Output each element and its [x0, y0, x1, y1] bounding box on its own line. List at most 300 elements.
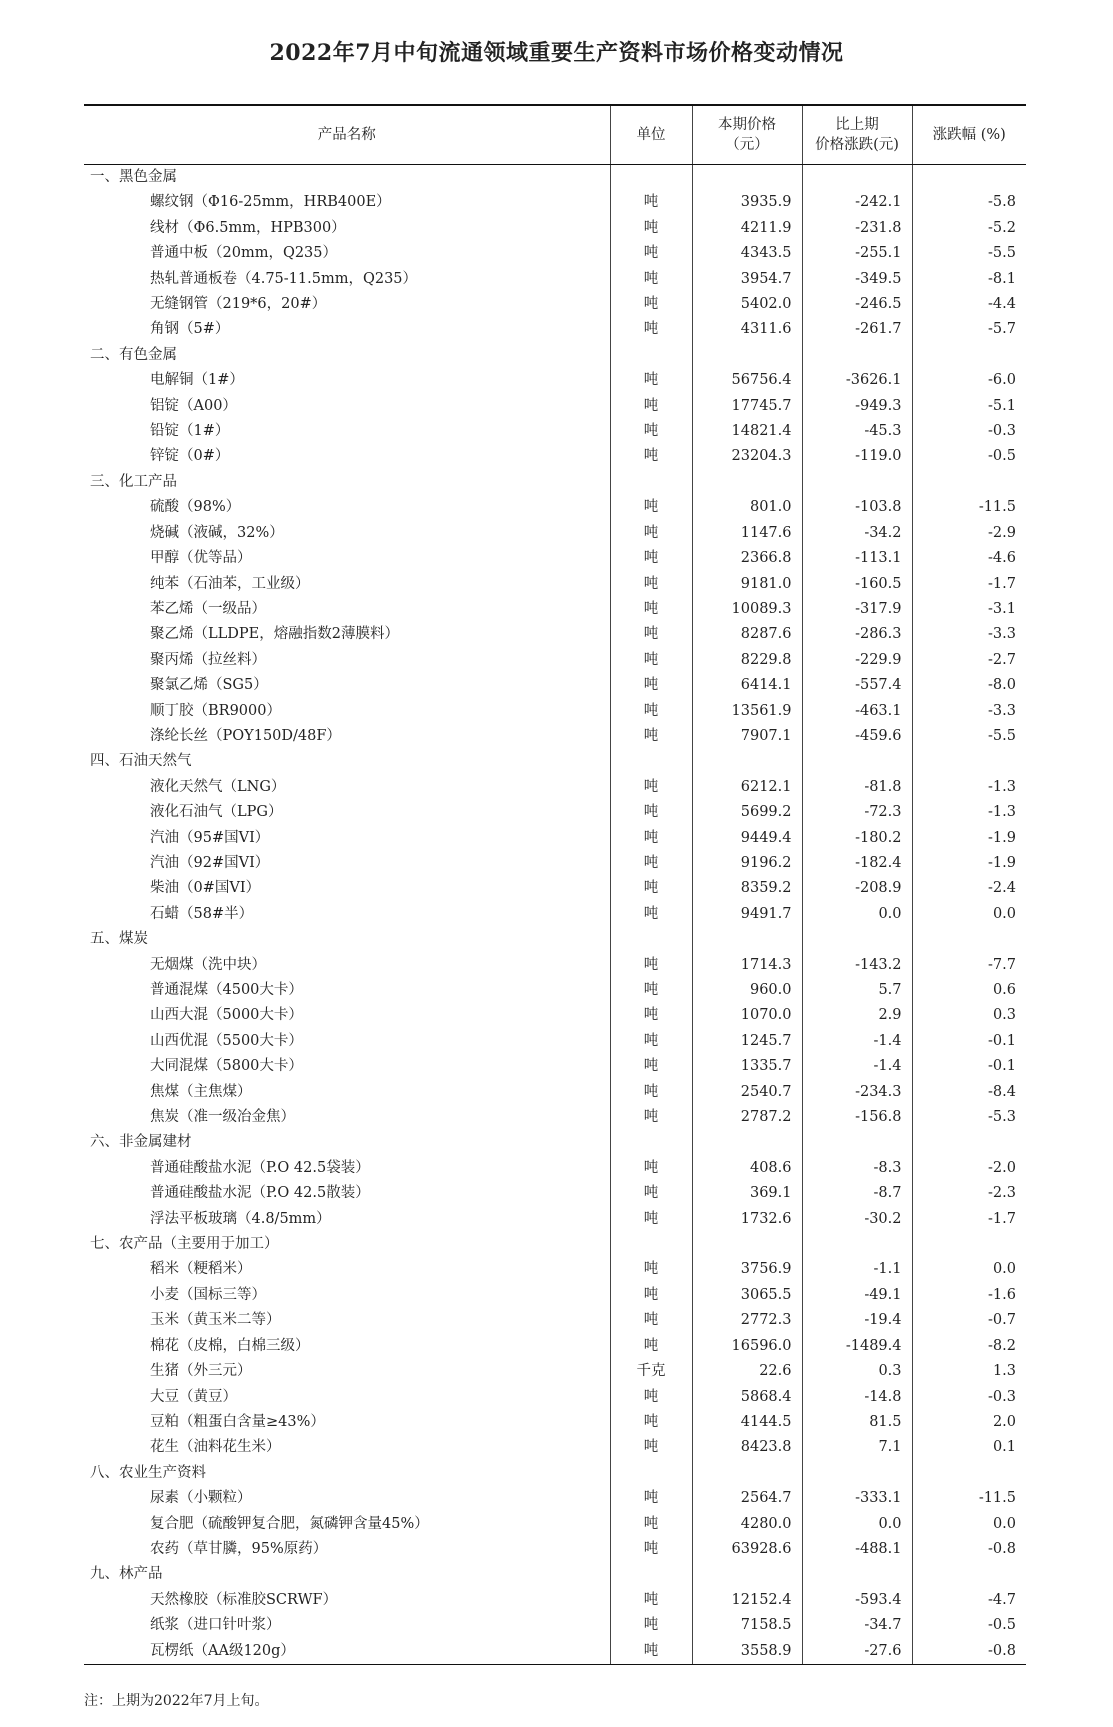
- table-row: [84, 1054, 1026, 1079]
- unit-cell: 吨: [610, 521, 692, 546]
- table-row: [84, 444, 1026, 469]
- unit-cell: 千克: [610, 1359, 692, 1384]
- price-cell: 1714.3: [692, 953, 802, 978]
- table-row: [84, 1639, 1026, 1665]
- col-header-price-line2: （元）: [725, 137, 769, 153]
- change-cell: -242.1: [802, 190, 912, 215]
- product-name: 生猪（外三元）: [150, 1363, 252, 1380]
- change-cell: -246.5: [802, 292, 912, 317]
- product-name: 热轧普通板卷（4.75-11.5mm，Q235）: [150, 270, 418, 287]
- product-name: 花生（油料花生米）: [150, 1439, 281, 1456]
- unit-cell: 吨: [610, 1588, 692, 1613]
- unit-cell: 吨: [610, 1029, 692, 1054]
- table-row: [84, 1283, 1026, 1308]
- category-price-cell: [692, 343, 802, 368]
- pct-cell: -0.1: [912, 1054, 1026, 1079]
- pct-cell: -1.7: [912, 1207, 1026, 1232]
- product-name: 瓦楞纸（AA级120g）: [84, 1639, 610, 1665]
- category-change-cell: [802, 1130, 912, 1155]
- category-pct-cell: [912, 165, 1026, 191]
- category-pct-cell: [912, 749, 1026, 774]
- pct-cell: -7.7: [912, 953, 1026, 978]
- product-name: 液化天然气（LNG）: [150, 778, 286, 795]
- table-row: [84, 1359, 1026, 1384]
- unit-cell: 吨: [610, 1080, 692, 1105]
- pct-cell: -4.4: [912, 292, 1026, 317]
- product-name: 尿素（小颗粒）: [150, 1490, 252, 1507]
- pct-cell: 2.0: [912, 1410, 1026, 1435]
- price-cell: 5868.4: [692, 1385, 802, 1410]
- unit-cell: 吨: [610, 1613, 692, 1638]
- change-cell: 0.0: [802, 1512, 912, 1537]
- unit-cell: 吨: [610, 1283, 692, 1308]
- price-cell: 22.6: [692, 1359, 802, 1384]
- pct-cell: -2.7: [912, 648, 1026, 673]
- table-row: [84, 216, 1026, 241]
- price-cell: 6414.1: [692, 673, 802, 698]
- unit-cell: 吨: [610, 368, 692, 393]
- pct-cell: -8.1: [912, 267, 1026, 292]
- pct-cell: -3.3: [912, 622, 1026, 647]
- price-cell: 5402.0: [692, 292, 802, 317]
- product-name: 山西大混（5000大卡）: [150, 1007, 303, 1024]
- pct-cell: -0.5: [912, 1613, 1026, 1638]
- price-cell: 7907.1: [692, 724, 802, 749]
- category-row: [84, 749, 1026, 774]
- col-header-name: 产品名称: [84, 105, 610, 165]
- unit-cell: 吨: [610, 1512, 692, 1537]
- table-row: [84, 851, 1026, 876]
- pct-cell: 0.0: [912, 1257, 1026, 1282]
- col-header-change: [802, 105, 912, 165]
- pct-cell: -11.5: [912, 495, 1026, 520]
- change-cell: -160.5: [802, 572, 912, 597]
- price-cell: 3935.9: [692, 190, 802, 215]
- unit-cell: 吨: [610, 699, 692, 724]
- change-cell: -14.8: [802, 1385, 912, 1410]
- category-unit-cell: [610, 749, 692, 774]
- price-cell: 960.0: [692, 978, 802, 1003]
- category-name: 八、农业生产资料: [90, 1464, 206, 1481]
- category-change-cell: [802, 470, 912, 495]
- unit-cell: 吨: [610, 1207, 692, 1232]
- table-row: [84, 724, 1026, 749]
- change-cell: -349.5: [802, 267, 912, 292]
- category-row: [84, 343, 1026, 368]
- pct-cell: -0.3: [912, 1385, 1026, 1410]
- category-pct-cell: [912, 470, 1026, 495]
- unit-cell: 吨: [610, 1257, 692, 1282]
- unit-cell: 吨: [610, 978, 692, 1003]
- product-name: 聚丙烯（拉丝料）: [150, 651, 266, 668]
- unit-cell: 吨: [610, 597, 692, 622]
- product-name: 角钢（5#）: [150, 321, 230, 338]
- table-row: [84, 1588, 1026, 1613]
- category-unit-cell: [610, 470, 692, 495]
- table-row: [84, 1410, 1026, 1435]
- unit-cell: 吨: [610, 1003, 692, 1028]
- col-header-change-line1: 比上期: [835, 117, 879, 133]
- price-cell: 10089.3: [692, 597, 802, 622]
- table-row: [84, 1029, 1026, 1054]
- table-row: [84, 1257, 1026, 1282]
- change-cell: -72.3: [802, 800, 912, 825]
- price-cell: 2366.8: [692, 546, 802, 571]
- change-cell: -229.9: [802, 648, 912, 673]
- table-row: [84, 495, 1026, 520]
- product-name: 无烟煤（洗中块）: [150, 956, 266, 973]
- category-pct-cell: [912, 1461, 1026, 1486]
- product-name: 大豆（黄豆）: [150, 1388, 237, 1405]
- table-row: [84, 826, 1026, 851]
- change-cell: 2.9: [802, 1003, 912, 1028]
- category-row: [84, 165, 1026, 191]
- unit-cell: 吨: [610, 775, 692, 800]
- category-unit-cell: [610, 1130, 692, 1155]
- product-name: 焦炭（准一级冶金焦）: [150, 1109, 295, 1126]
- table-row: [84, 1385, 1026, 1410]
- pct-cell: -2.9: [912, 521, 1026, 546]
- table-row: [84, 1003, 1026, 1028]
- product-name: 石蜡（58#半）: [150, 905, 254, 922]
- change-cell: -34.7: [802, 1613, 912, 1638]
- table-row: [84, 1537, 1026, 1562]
- unit-cell: 吨: [610, 902, 692, 927]
- category-name: 九、林产品: [90, 1566, 163, 1583]
- table-row: [84, 800, 1026, 825]
- pct-cell: 0.0: [912, 1512, 1026, 1537]
- price-cell: 4144.5: [692, 1410, 802, 1435]
- product-name: 纯苯（石油苯，工业级）: [150, 575, 310, 592]
- product-name: 铝锭（A00）: [150, 397, 237, 414]
- product-name: 液化石油气（LPG）: [150, 804, 283, 821]
- table-row: [84, 546, 1026, 571]
- table-row: [84, 1613, 1026, 1638]
- product-name: 聚氯乙烯（SG5）: [150, 677, 268, 694]
- product-name: 螺纹钢（Φ16-25mm，HRB400E）: [150, 194, 391, 211]
- category-unit-cell: [610, 1461, 692, 1486]
- unit-cell: 吨: [610, 1410, 692, 1435]
- price-cell: 12152.4: [692, 1588, 802, 1613]
- unit-cell: 吨: [610, 317, 692, 342]
- table-row: [84, 572, 1026, 597]
- category-price-cell: [692, 1461, 802, 1486]
- product-name: 小麦（国标三等）: [150, 1286, 266, 1303]
- price-cell: 14821.4: [692, 419, 802, 444]
- price-cell: 2564.7: [692, 1486, 802, 1511]
- pct-cell: -0.5: [912, 444, 1026, 469]
- change-cell: -317.9: [802, 597, 912, 622]
- change-cell: -231.8: [802, 216, 912, 241]
- category-change-cell: [802, 1562, 912, 1587]
- product-name: 山西优混（5500大卡）: [150, 1032, 303, 1049]
- change-cell: 81.5: [802, 1410, 912, 1435]
- product-name: 豆粕（粗蛋白含量≥43%）: [150, 1413, 325, 1430]
- product-name: 普通硅酸盐水泥（P.O 42.5袋装）: [150, 1159, 370, 1176]
- product-name: 普通中板（20mm，Q235）: [150, 245, 338, 262]
- category-price-cell: [692, 749, 802, 774]
- category-row: [84, 1461, 1026, 1486]
- unit-cell: 吨: [610, 953, 692, 978]
- pct-cell: -5.1: [912, 394, 1026, 419]
- price-cell: 23204.3: [692, 444, 802, 469]
- unit-cell: 吨: [610, 1181, 692, 1206]
- col-header-unit: 单位: [610, 105, 692, 165]
- product-name: 复合肥（硫酸钾复合肥，氮磷钾含量45%）: [150, 1515, 429, 1532]
- unit-cell: 吨: [610, 1435, 692, 1460]
- product-name: 线材（Φ6.5mm，HPB300）: [150, 219, 346, 236]
- change-cell: -113.1: [802, 546, 912, 571]
- unit-cell: 吨: [610, 800, 692, 825]
- product-name: 无缝钢管（219*6，20#）: [150, 296, 327, 313]
- product-name: 硫酸（98%）: [150, 499, 241, 516]
- price-cell: 801.0: [692, 495, 802, 520]
- price-cell: 3756.9: [692, 1257, 802, 1282]
- pct-cell: 0.6: [912, 978, 1026, 1003]
- table-row: [84, 1486, 1026, 1511]
- price-cell: 3558.9: [692, 1639, 802, 1665]
- unit-cell: 吨: [610, 572, 692, 597]
- change-cell: -103.8: [802, 495, 912, 520]
- col-header-price-line1: 本期价格: [718, 117, 776, 133]
- pct-cell: -1.3: [912, 800, 1026, 825]
- unit-cell: 吨: [610, 876, 692, 901]
- change-cell: -286.3: [802, 622, 912, 647]
- price-cell: 408.6: [692, 1156, 802, 1181]
- change-cell: -119.0: [802, 444, 912, 469]
- price-cell: 4211.9: [692, 216, 802, 241]
- pct-cell: -8.4: [912, 1080, 1026, 1105]
- change-cell: -255.1: [802, 241, 912, 266]
- product-name: 聚乙烯（LLDPE，熔融指数2薄膜料）: [150, 626, 399, 643]
- change-cell: -234.3: [802, 1080, 912, 1105]
- product-name: 稻米（粳稻米）: [150, 1261, 252, 1278]
- pct-cell: -2.3: [912, 1181, 1026, 1206]
- unit-cell: 吨: [610, 724, 692, 749]
- category-pct-cell: [912, 1130, 1026, 1155]
- unit-cell: 吨: [610, 1639, 692, 1665]
- category-price-cell: [692, 1232, 802, 1257]
- pct-cell: -5.2: [912, 216, 1026, 241]
- product-name: 大同混煤（5800大卡）: [150, 1058, 303, 1075]
- pct-cell: -0.7: [912, 1308, 1026, 1333]
- category-name: 七、农产品（主要用于加工）: [90, 1236, 279, 1253]
- unit-cell: 吨: [610, 1385, 692, 1410]
- change-cell: -182.4: [802, 851, 912, 876]
- category-unit-cell: [610, 927, 692, 952]
- price-cell: 2787.2: [692, 1105, 802, 1130]
- pct-cell: 0.1: [912, 1435, 1026, 1460]
- pct-cell: -0.3: [912, 419, 1026, 444]
- price-cell: 2540.7: [692, 1080, 802, 1105]
- pct-cell: -2.0: [912, 1156, 1026, 1181]
- change-cell: -180.2: [802, 826, 912, 851]
- change-cell: 0.3: [802, 1359, 912, 1384]
- col-header-price: [692, 105, 802, 165]
- product-name: 玉米（黄玉米二等）: [150, 1312, 281, 1329]
- unit-cell: 吨: [610, 495, 692, 520]
- change-cell: 0.0: [802, 902, 912, 927]
- price-cell: 2772.3: [692, 1308, 802, 1333]
- table-row: [84, 648, 1026, 673]
- price-cell: 1732.6: [692, 1207, 802, 1232]
- table-row: [84, 241, 1026, 266]
- category-unit-cell: [610, 1562, 692, 1587]
- pct-cell: -1.6: [912, 1283, 1026, 1308]
- pct-cell: -0.8: [912, 1537, 1026, 1562]
- pct-cell: 1.3: [912, 1359, 1026, 1384]
- product-name: 农药（草甘膦，95%原药）: [150, 1540, 328, 1557]
- category-pct-cell: [912, 343, 1026, 368]
- unit-cell: 吨: [610, 1156, 692, 1181]
- price-cell: 13561.9: [692, 699, 802, 724]
- unit-cell: 吨: [610, 267, 692, 292]
- price-cell: 3954.7: [692, 267, 802, 292]
- unit-cell: 吨: [610, 851, 692, 876]
- pct-cell: -5.5: [912, 724, 1026, 749]
- category-pct-cell: [912, 1232, 1026, 1257]
- category-change-cell: [802, 343, 912, 368]
- pct-cell: -1.9: [912, 851, 1026, 876]
- price-cell: 16596.0: [692, 1334, 802, 1359]
- unit-cell: 吨: [610, 1105, 692, 1130]
- change-cell: -27.6: [802, 1639, 912, 1665]
- change-cell: -261.7: [802, 317, 912, 342]
- category-unit-cell: [610, 343, 692, 368]
- unit-cell: 吨: [610, 1308, 692, 1333]
- price-cell: 9449.4: [692, 826, 802, 851]
- table-row: [84, 1512, 1026, 1537]
- unit-cell: 吨: [610, 1486, 692, 1511]
- category-price-cell: [692, 1130, 802, 1155]
- change-cell: -557.4: [802, 673, 912, 698]
- price-cell: 9181.0: [692, 572, 802, 597]
- change-cell: -30.2: [802, 1207, 912, 1232]
- price-cell: 8229.8: [692, 648, 802, 673]
- unit-cell: 吨: [610, 419, 692, 444]
- pct-cell: -1.7: [912, 572, 1026, 597]
- pct-cell: -5.7: [912, 317, 1026, 342]
- product-name: 汽油（92#国VI）: [150, 854, 270, 871]
- price-cell: 3065.5: [692, 1283, 802, 1308]
- change-cell: -8.3: [802, 1156, 912, 1181]
- table-row: [84, 775, 1026, 800]
- unit-cell: 吨: [610, 1054, 692, 1079]
- change-cell: -45.3: [802, 419, 912, 444]
- category-price-cell: [692, 927, 802, 952]
- col-header-change-line2: 价格涨跌(元): [815, 137, 899, 153]
- price-cell: 7158.5: [692, 1613, 802, 1638]
- unit-cell: 吨: [610, 648, 692, 673]
- table-row: [84, 622, 1026, 647]
- price-cell: 4280.0: [692, 1512, 802, 1537]
- change-cell: -3626.1: [802, 368, 912, 393]
- table-row: [84, 1156, 1026, 1181]
- col-header-pct: 涨跌幅 (%): [912, 105, 1026, 165]
- category-row: [84, 927, 1026, 952]
- pct-cell: -4.7: [912, 1588, 1026, 1613]
- page-title: 2022年7月中旬流通领域重要生产资料市场价格变动情况: [269, 40, 844, 66]
- category-price-cell: [692, 165, 802, 191]
- table-row: [84, 1207, 1026, 1232]
- pct-cell: -0.1: [912, 1029, 1026, 1054]
- table-row: [84, 597, 1026, 622]
- product-name: 焦煤（主焦煤）: [150, 1083, 252, 1100]
- category-change-cell: [802, 1232, 912, 1257]
- product-name: 普通混煤（4500大卡）: [150, 982, 303, 998]
- table-row: [84, 267, 1026, 292]
- price-cell: 17745.7: [692, 394, 802, 419]
- pct-cell: 0.3: [912, 1003, 1026, 1028]
- pct-cell: -8.0: [912, 673, 1026, 698]
- category-change-cell: [802, 1461, 912, 1486]
- pct-cell: -1.3: [912, 775, 1026, 800]
- price-table: [84, 104, 1026, 1665]
- unit-cell: 吨: [610, 241, 692, 266]
- category-unit-cell: [610, 1232, 692, 1257]
- category-pct-cell: [912, 1562, 1026, 1587]
- change-cell: -949.3: [802, 394, 912, 419]
- change-cell: -156.8: [802, 1105, 912, 1130]
- category-change-cell: [802, 165, 912, 191]
- pct-cell: 0.0: [912, 902, 1026, 927]
- pct-cell: -3.3: [912, 699, 1026, 724]
- change-cell: 7.1: [802, 1435, 912, 1460]
- change-cell: -488.1: [802, 1537, 912, 1562]
- product-name: 汽油（95#国VI）: [150, 829, 270, 846]
- unit-cell: 吨: [610, 216, 692, 241]
- price-cell: 4311.6: [692, 317, 802, 342]
- unit-cell: 吨: [610, 444, 692, 469]
- price-cell: 1245.7: [692, 1029, 802, 1054]
- category-row: [84, 1232, 1026, 1257]
- product-name: 浮法平板玻璃（4.8/5mm）: [150, 1210, 331, 1227]
- product-name: 柴油（0#国VI）: [150, 880, 261, 897]
- product-name: 普通硅酸盐水泥（P.O 42.5散装）: [150, 1185, 370, 1202]
- change-cell: -333.1: [802, 1486, 912, 1511]
- table-row: [84, 699, 1026, 724]
- table-row: [84, 1105, 1026, 1130]
- category-change-cell: [802, 927, 912, 952]
- table-row: [84, 292, 1026, 317]
- category-name: 一、黑色金属: [90, 169, 177, 185]
- table-row: [84, 1181, 1026, 1206]
- table-row: [84, 419, 1026, 444]
- category-name: 四、石油天然气: [90, 753, 192, 770]
- change-cell: -81.8: [802, 775, 912, 800]
- change-cell: -1489.4: [802, 1334, 912, 1359]
- category-row: [84, 1130, 1026, 1155]
- pct-cell: -1.9: [912, 826, 1026, 851]
- table-row: [84, 978, 1026, 1003]
- category-name: 六、非金属建材: [90, 1134, 192, 1151]
- change-cell: -19.4: [802, 1308, 912, 1333]
- table-row: [84, 521, 1026, 546]
- price-cell: 1147.6: [692, 521, 802, 546]
- change-cell: -1.4: [802, 1054, 912, 1079]
- change-cell: -208.9: [802, 876, 912, 901]
- unit-cell: 吨: [610, 190, 692, 215]
- product-name: 甲醇（优等品）: [150, 550, 252, 567]
- unit-cell: 吨: [610, 394, 692, 419]
- category-row: [84, 1562, 1026, 1587]
- unit-cell: 吨: [610, 1334, 692, 1359]
- price-cell: 8423.8: [692, 1435, 802, 1460]
- table-row: [84, 1435, 1026, 1460]
- category-price-cell: [692, 470, 802, 495]
- change-cell: -8.7: [802, 1181, 912, 1206]
- change-cell: -34.2: [802, 521, 912, 546]
